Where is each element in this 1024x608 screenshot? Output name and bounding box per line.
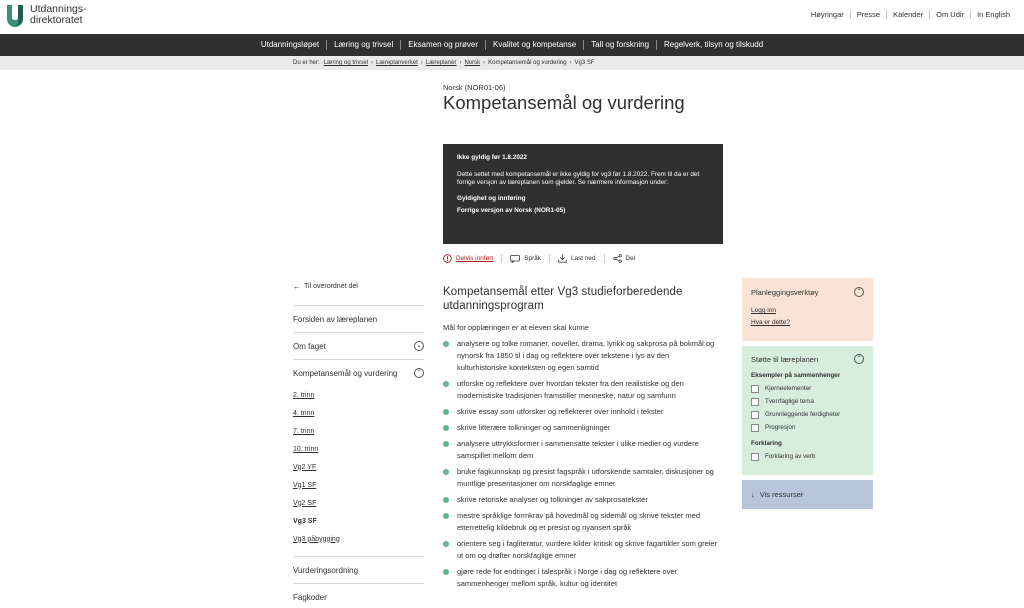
sidebar-level[interactable]: 4. trinn [293, 409, 315, 417]
curriculum-support-box [742, 346, 873, 475]
download-button[interactable]: Last ned [549, 254, 604, 263]
chevron-up-icon[interactable]: ⌃ [854, 354, 864, 364]
list-item[interactable]: orientere seg i fagliteratur, vurdere kilder kritisk og skrive fagartikler som greier ut om og drøfter norskfaglige emner [443, 538, 718, 562]
list-item[interactable]: gjøre rede for endringer i talespråk i Norge i dag og reflektere over sammenhenger mellom språk, kultur og identitet [443, 566, 718, 590]
download-icon [558, 254, 567, 263]
sidebar-level[interactable]: 10. trinn [293, 445, 319, 453]
goal-bullet-icon [443, 497, 449, 503]
utility-link-om-udir[interactable]: Om Udir [929, 10, 970, 19]
main-nav [0, 34, 1024, 56]
notice-text: Dette settet med kompetansemål er ikke gyldig for vg3 før 1.8.2022. Frem til da er det forrige versjon av læreplanen som gjelder. Se nærmere informasjon under: [457, 170, 700, 186]
share-button[interactable]: Del [604, 254, 644, 263]
breadcrumb-item[interactable]: Læreplaner [425, 60, 457, 66]
competence-goals [443, 285, 718, 594]
utility-link-presse[interactable]: Presse [850, 10, 886, 19]
sidebar-level-current[interactable]: Vg3 SF [293, 517, 317, 525]
support-group-heading: Forklaring [751, 440, 782, 447]
sidebar-level[interactable]: 7. trinn [293, 427, 315, 435]
sidebar-item-about[interactable]: Om faget ⌄ [293, 332, 424, 359]
goal-bullet-icon [443, 425, 449, 431]
list-item[interactable]: skrive retoriske analyser og tolkninger av sakprosatekster [443, 494, 718, 506]
support-header[interactable]: Støtte til læreplanen ⌃ [751, 354, 864, 364]
breadcrumb-item[interactable]: Læring og trivsel [323, 60, 369, 66]
checkbox[interactable] [751, 424, 759, 432]
nav-regelverk[interactable]: Regelverk, tilsyn og tilskudd [656, 40, 770, 50]
utility-link-english[interactable]: In English [970, 10, 1016, 19]
checkbox-item[interactable]: Forklaring av verb [751, 450, 864, 463]
nav-tall-forskning[interactable]: Tall og forskning [583, 40, 656, 50]
udir-logo-icon [5, 3, 25, 27]
nav-utdanningslopet[interactable]: Utdanningsløpet [260, 40, 320, 49]
list-item[interactable]: analysere og tolke romaner, noveller, drama, lyrikk og sakprosa på bokmål og nynorsk fra 1850 til i dag og reflektere over tekstene i lys av den kulturhistoriske konteksten og egen samtid [443, 338, 718, 374]
checkbox-item[interactable]: Kjerneelementer [751, 382, 864, 395]
breadcrumb-item: Kompetansemål og vurdering [488, 60, 567, 66]
goals-intro: Mål for opplæringen er at eleven skal kunne [443, 323, 589, 332]
login-link[interactable]: Logg inn [751, 307, 776, 314]
arrow-left-icon: ← [293, 281, 301, 291]
goals-list [443, 338, 718, 590]
arrow-down-icon: ↓ [751, 490, 755, 499]
list-item[interactable]: skrive litterære tolkninger og sammenligninger [443, 422, 718, 434]
language-button[interactable]: Språk [501, 254, 549, 263]
list-item[interactable]: skrive essay som utforsker og reflekterer over innhold i tekster [443, 406, 718, 418]
nav-kvalitet[interactable]: Kvalitet og kompetanse [485, 40, 583, 50]
checkbox[interactable] [751, 453, 759, 461]
show-resources-button[interactable]: ↓ Vis ressurser [742, 480, 873, 509]
goal-bullet-icon [443, 569, 449, 575]
list-item[interactable]: analysere uttrykksformer i sammensatte tekster i ulike medier og vurdere samspillet mellom dem [443, 438, 718, 462]
sidebar-level[interactable]: Vg3 påbygging [293, 535, 340, 543]
checkbox-item[interactable]: Tverrfaglige tema [751, 395, 864, 408]
notice-link-previous-version[interactable]: Forrige versjon av Norsk (NOR1-05) [457, 207, 566, 214]
speech-bubble-icon [510, 255, 520, 263]
planning-tool-box [742, 278, 873, 341]
list-item[interactable]: utforske og reflektere over hvordan tekster fra den realistiske og den modernistiske tradisjonen framstiller menneske, natur og samfunn [443, 378, 718, 402]
section-heading: Kompetansemål etter Vg3 studieforberedende utdanningsprogram [443, 286, 683, 312]
back-link[interactable]: ← Til overordnet del [293, 281, 358, 291]
sidebar-level[interactable]: Vg2 YF [293, 463, 317, 471]
sidebar-item-codes[interactable]: Fagkoder [293, 583, 424, 608]
nav-eksamen[interactable]: Eksamen og prøver [400, 40, 485, 50]
nav-laering-trivsel[interactable]: Læring og trivsel [326, 40, 400, 50]
goal-bullet-icon [443, 341, 449, 347]
checkbox[interactable] [751, 385, 759, 393]
utility-link-hoyringar[interactable]: Høyringar [810, 10, 844, 19]
validity-notice [443, 144, 723, 244]
sidebar-item-front[interactable]: Forsiden av læreplanen [293, 305, 424, 332]
breadcrumb-item[interactable]: Læreplanverket [376, 60, 418, 66]
list-item[interactable]: mestre språklige formkrav på hovedmål og sidemål og skrive tekster med etterrettelig kildebruk og et presist og nyansert språk [443, 510, 718, 534]
goal-bullet-icon [443, 381, 449, 387]
chevron-down-icon[interactable]: ⌄ [414, 341, 424, 351]
notice-link-validity[interactable]: Gyldighet og innføring [457, 194, 526, 202]
checkbox-item[interactable]: Progresjon [751, 421, 864, 434]
sidebar [293, 280, 424, 608]
goal-bullet-icon [443, 469, 449, 475]
utility-nav [805, 10, 1016, 19]
logo-text: Utdannings- direktoratet [30, 3, 87, 26]
checkbox[interactable] [751, 398, 759, 406]
goal-bullet-icon [443, 541, 449, 547]
sidebar-item-assessment[interactable]: Vurderingsordning [293, 556, 424, 583]
site-header [0, 0, 1024, 34]
breadcrumb-current: Vg3 SF [574, 60, 595, 66]
toolbar [443, 254, 643, 263]
page-title: Kompetansemål og vurdering [443, 92, 685, 113]
breadcrumb-label: Du er her: [293, 60, 320, 66]
sidebar-level[interactable]: Vg1 SF [293, 481, 317, 489]
what-is-this-link[interactable]: Hva er dette? [751, 319, 791, 326]
goal-bullet-icon [443, 409, 449, 415]
support-group-heading: Eksempler på sammenhenger [751, 372, 841, 379]
notice-heading: Ikke gyldig før 1.8.2022 [457, 154, 527, 161]
breadcrumb: Du er her: Læring og trivsel › Læreplanverket › Læreplaner › Norsk › Kompetansemål og vurdering › Vg3 SF [0, 56, 1024, 70]
sidebar-level[interactable]: 2. trinn [293, 391, 315, 399]
chevron-up-icon[interactable]: ⌃ [854, 287, 864, 297]
goal-bullet-icon [443, 513, 449, 519]
list-item[interactable]: bruke fagkunnskap og presist fagspråk i utforskende samtaler, diskusjoner og muntlige presentasjoner om norskfaglige emner [443, 466, 718, 490]
sidebar-item-goals[interactable]: Kompetansemål og vurdering ⌃ [293, 359, 424, 386]
chevron-up-icon[interactable]: ⌃ [414, 368, 424, 378]
breadcrumb-item[interactable]: Norsk [464, 60, 481, 66]
udir-logo[interactable] [5, 3, 120, 27]
utility-link-kalender[interactable]: Kalender [886, 10, 929, 19]
planning-tool-header[interactable]: Planleggingsverktøy ⌃ [751, 287, 864, 297]
info-circle-icon [443, 254, 452, 263]
checkbox[interactable] [751, 411, 759, 419]
goal-bullet-icon [443, 441, 449, 447]
share-icon [613, 254, 622, 263]
partial-status-button[interactable]: Delvis innført [443, 254, 501, 263]
sidebar-level[interactable]: Vg2 SF [293, 499, 317, 507]
subject-code: Norsk (NOR01-06) [443, 83, 506, 92]
checkbox-item[interactable]: Grunnleggende ferdigheter [751, 408, 864, 421]
